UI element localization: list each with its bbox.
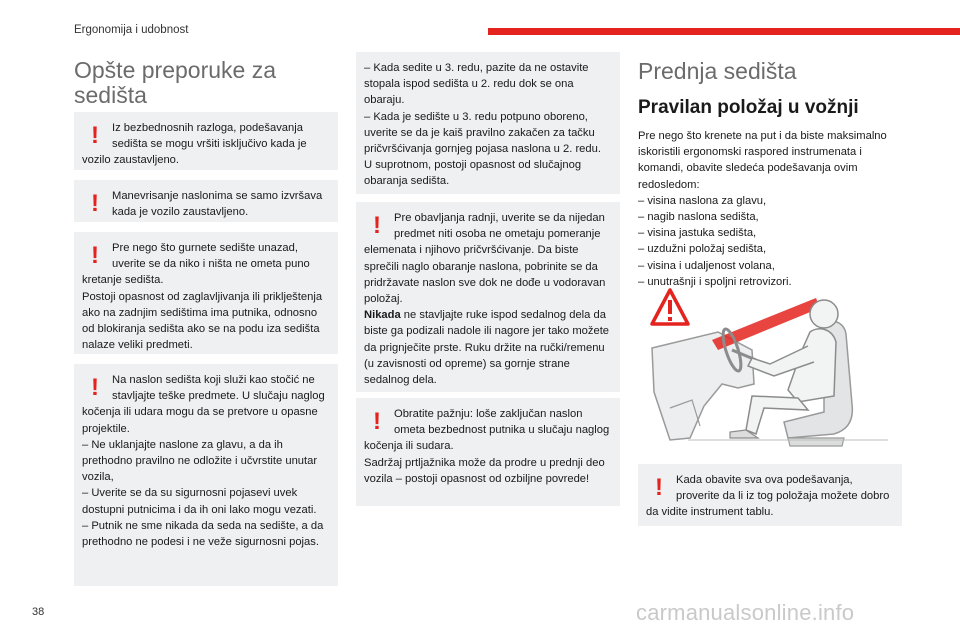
- page-number: 38: [32, 606, 45, 618]
- note-text: – Kada sedite u 3. redu, pazite da ne ostavite stopala ispod sedišta u 2. redu dok se ona obaraju.: [364, 62, 589, 107]
- note-card: [356, 52, 620, 194]
- header-accent-bar: [488, 28, 960, 35]
- note-text: Manevrisanje naslonima se samo izvršava kada je vozilo zaustavljeno.: [112, 190, 323, 219]
- note-text: Na naslon sedišta koji služi kao stočić ne stavljajte teške predmete. U slučaju naglog kočenja ili udara mogu da se pretvore u opasne projektile.: [82, 374, 325, 435]
- note-text-part: Pre obavljanja radnji, uverite se da nijedan predmet niti osoba ne ometaju pomeranje elemenata i njihovo pričvršćivanje. Da biste sprečili naglo obaranje naslona, pobrinite se da pridržavate naslon sve dok ne dođe u vodoravan položaj.: [364, 212, 606, 306]
- note-card: [74, 112, 338, 170]
- subsection-title: Pravilan položaj u vožnji: [638, 97, 859, 118]
- steps-list: [638, 193, 902, 290]
- warning-icon: !: [91, 242, 99, 269]
- note-card: [74, 232, 338, 354]
- note-card: [356, 202, 620, 392]
- note-card: [356, 398, 620, 506]
- step-item: – unutrašnji i spoljni retrovizori.: [638, 275, 792, 288]
- warning-icon: !: [91, 374, 99, 401]
- note-text: Pre nego što gurnete sedište unazad, uverite se da niko i ništa ne ometa puno kretanje sedišta.: [82, 242, 310, 287]
- note-text: – Putnik ne sme nikada da seda na sedište, a da prethodno ne podesi i ne veže sigurnosni pojas.: [82, 519, 324, 549]
- step-item: – visina naslona za glavu,: [638, 194, 767, 207]
- note-text: Sadržaj prtljažnika može da prodre u prednji deo vozila – postoji opasnost od ozbiljne povrede!: [364, 456, 605, 485]
- note-card: [74, 180, 338, 222]
- step-item: – visina jastuka sedišta,: [638, 227, 757, 240]
- note-text: [364, 210, 612, 388]
- emphasis-text: Nikada: [364, 309, 401, 322]
- warning-icon: !: [91, 190, 99, 217]
- note-text: Kada obavite sva ova podešavanja, proverite da li iz tog položaja možete dobro da vidite instrument tablu.: [646, 474, 890, 519]
- intro-block: [638, 128, 902, 290]
- warning-icon: !: [655, 474, 663, 501]
- warning-icon: !: [373, 212, 381, 239]
- step-item: – nagib naslona sedišta,: [638, 211, 759, 224]
- note-text: Iz bezbednosnih razloga, podešavanja sedišta se mogu vršiti isključivo kada je vozilo zaustavljeno.: [82, 122, 307, 167]
- intro-text: Pre nego što krenete na put i da biste maksimalno iskoristili ergonomski raspored instrumenata i komandi, obavite sledeća podešavanja ovim redosledom:: [638, 130, 887, 191]
- note-card: [638, 464, 902, 526]
- note-text: – Uverite se da su sigurnosni pojasevi uvek dostupni putnicima i da ih oni lako mogu vezati.: [82, 487, 317, 516]
- section-header: Ergonomija i udobnost: [74, 24, 189, 36]
- note-text: Postoji opasnost od zaglavljivanja ili priklještenja ako na zadnjim sedištima ima putnika, odnosno od blokiranja sedišta ako se na podu iza sedišta nalaze veliki predmeti.: [82, 290, 323, 352]
- step-item: – visina i udaljenost volana,: [638, 259, 775, 272]
- section-title: Prednja sedišta: [638, 58, 797, 84]
- driving-position-illustration: [648, 288, 898, 450]
- warning-icon: !: [373, 408, 381, 435]
- watermark: carmanualsonline.info: [636, 600, 855, 625]
- note-text-part: ne stavljajte ruke ispod sedalnog dela da biste ga podizali nadole ili nagore jer tako možete da prignječite prste. Ruku držite na ručki/remenu (u zavisnosti od opreme) sa gornje strane sedalnog dela.: [364, 309, 610, 387]
- page-title: Opšte preporuke za sedišta: [74, 57, 277, 108]
- warning-triangle-icon: [652, 290, 688, 324]
- note-text: – Kada je sedište u 3. redu potpuno oboreno, uverite se da je kaiš pravilno zakačen za tačku pričvršćivanja gornjeg pojasa naslona u 2. redu. U suprotnom, postoji opasnost od slučajnog obaranja sedišta.: [364, 110, 601, 188]
- note-text: – Ne uklanjajte naslone za glavu, a da ih prethodno pravilno ne odložite i učvrstite unutar vozila,: [82, 438, 318, 484]
- note-text: Obratite pažnju: loše zaključan naslon ometa bezbednost putnika u slučaju naglog kočenja ili sudara.: [364, 408, 610, 453]
- warning-icon: !: [91, 122, 99, 149]
- step-item: – uzdužni položaj sedišta,: [638, 243, 767, 256]
- note-card: [74, 364, 338, 586]
